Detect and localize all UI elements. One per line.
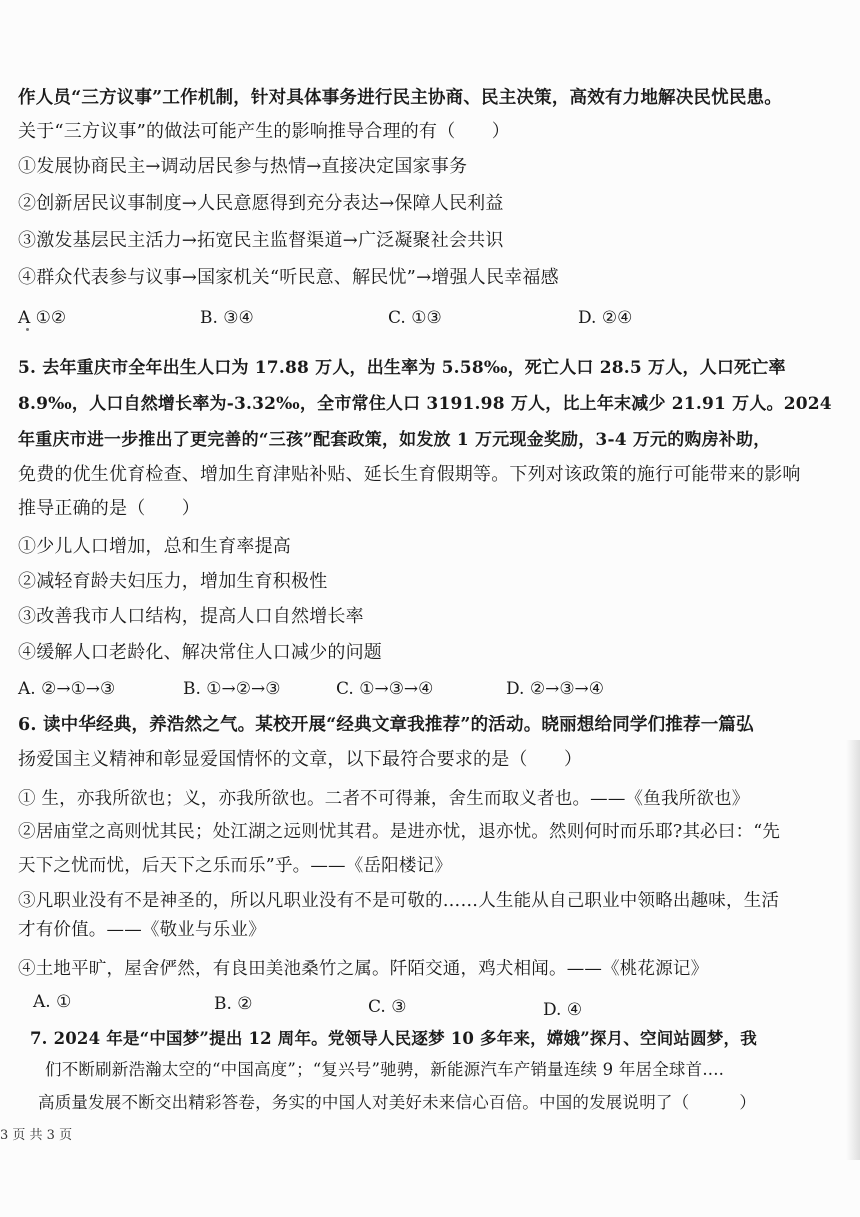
q5-item-4: ④缓解人口老龄化、解决常住人口减少的问题 (18, 642, 382, 663)
q5-line-3: 年重庆市进一步推出了更完善的“三孩”配套政策，如发放 1 万元现金奖励，3-4 万元的购房补助， (18, 430, 771, 450)
option-b: B. ③④ (200, 308, 254, 328)
q6-line-2: 扬爱国主义精神和彰显爱国情怀的文章，以下最符合要求的是（ ） (18, 749, 583, 770)
q5-item-2: ②减轻育龄夫妇压力，增加生育积极性 (18, 571, 328, 592)
option-a: A. ① (33, 992, 72, 1012)
q6-item-2a: ②居庙堂之高则忧其民；处江湖之远则忧其君。是进亦忧，退亦忧。然则何时而乐耶?其必曰：“先 (18, 822, 781, 842)
intro-item-2: ②创新居民议事制度→人民意愿得到充分表达→保障人民利益 (18, 193, 504, 214)
q6-item-3b: 才有价值。——《敬业与乐业》 (18, 920, 266, 940)
page-footer: 3 页 共 3 页 (0, 1128, 73, 1143)
intro-item-4: ④群众代表参与议事→国家机关“听民意、解民忧”→增强人民幸福感 (18, 267, 559, 288)
scan-speck (26, 328, 29, 331)
option-c: C. ①→③→④ (336, 679, 434, 699)
q6-item-4: ④土地平旷，屋舍俨然，有良田美池桑竹之属。阡陌交通，鸡犬相闻。——《桃花源记》 (18, 959, 709, 979)
option-a: A. ②→①→③ (18, 679, 116, 699)
option-b: B. ①→②→③ (183, 679, 281, 699)
option-b: B. ② (214, 994, 253, 1014)
q5-line-2: 8.9‰，人口自然增长率为-3.32‰，全市常住人口 3191.98 万人，比上年末减少 21.91 万人。2024 (18, 394, 832, 414)
q6-item-1: ① 生，亦我所欲也；义，亦我所欲也。二者不可得兼，舍生而取义者也。——《鱼我所欲也》 (18, 789, 750, 809)
option-d: D. ②④ (578, 308, 633, 328)
option-d: D. ②→③→④ (506, 679, 605, 699)
option-c: C. ③ (368, 997, 407, 1017)
option-a: A ①② (18, 308, 67, 328)
q6-line-1: 6. 读中华经典，养浩然之气。某校开展“经典文章我推荐”的活动。晓丽想给同学们推荐一篇弘 (18, 715, 754, 735)
intro-item-1: ①发展协商民主→调动居民参与热情→直接决定国家事务 (18, 156, 468, 177)
q5-line-1: 5. 去年重庆市全年出生人口为 17.88 万人，出生率为 5.58‰，死亡人口 28.5 万人，人口死亡率 (18, 358, 786, 378)
q7-line-1: 7. 2024 年是“中国梦”提出 12 周年。党领导人民逐梦 10 多年来，嫦娥”探月、空间站圆梦，我 (30, 1029, 757, 1048)
q5-item-3: ③改善我市人口结构，提高人口自然增长率 (18, 606, 364, 627)
q6-item-3a: ③凡职业没有不是神圣的，所以凡职业没有不是可敬的……人生能从自己职业中领略出趣味，生活 (18, 891, 780, 911)
q5-line-4: 免费的优生优育检查、增加生育津贴补贴、延长生育假期等。下列对该政策的施行可能带来的影响 (18, 464, 801, 485)
intro-item-3: ③激发基层民主活力→拓宽民主监督渠道→广泛凝聚社会共识 (18, 230, 504, 251)
q7-line-3: 高质量发展不断交出精彩答卷，务实的中国人对美好未来信心百倍。中国的发展说明了（ ） (38, 1093, 757, 1112)
q5-line-5: 推导正确的是（ ） (18, 498, 200, 519)
q6-item-2b: 天下之忧而忧，后天下之乐而乐”乎。——《岳阳楼记》 (18, 856, 452, 876)
intro-line-2: 关于“三方议事”的做法可能产生的影响推导合理的有（ ） (18, 121, 511, 142)
option-d: D. ④ (543, 1000, 583, 1020)
option-c: C. ①③ (388, 308, 442, 328)
scan-edge-shadow (846, 740, 860, 1160)
q5-item-1: ①少儿人口增加，总和生育率提高 (18, 536, 291, 557)
intro-line-1: 作人员“三方议事”工作机制，针对具体事务进行民主协商、民主决策，高效有力地解决民忧民患。 (18, 88, 782, 108)
q7-line-2: 们不断刷新浩瀚太空的“中国高度”；“复兴号”驰骋，新能源汽车产销量连续 9 年居全球首.... (45, 1060, 725, 1079)
